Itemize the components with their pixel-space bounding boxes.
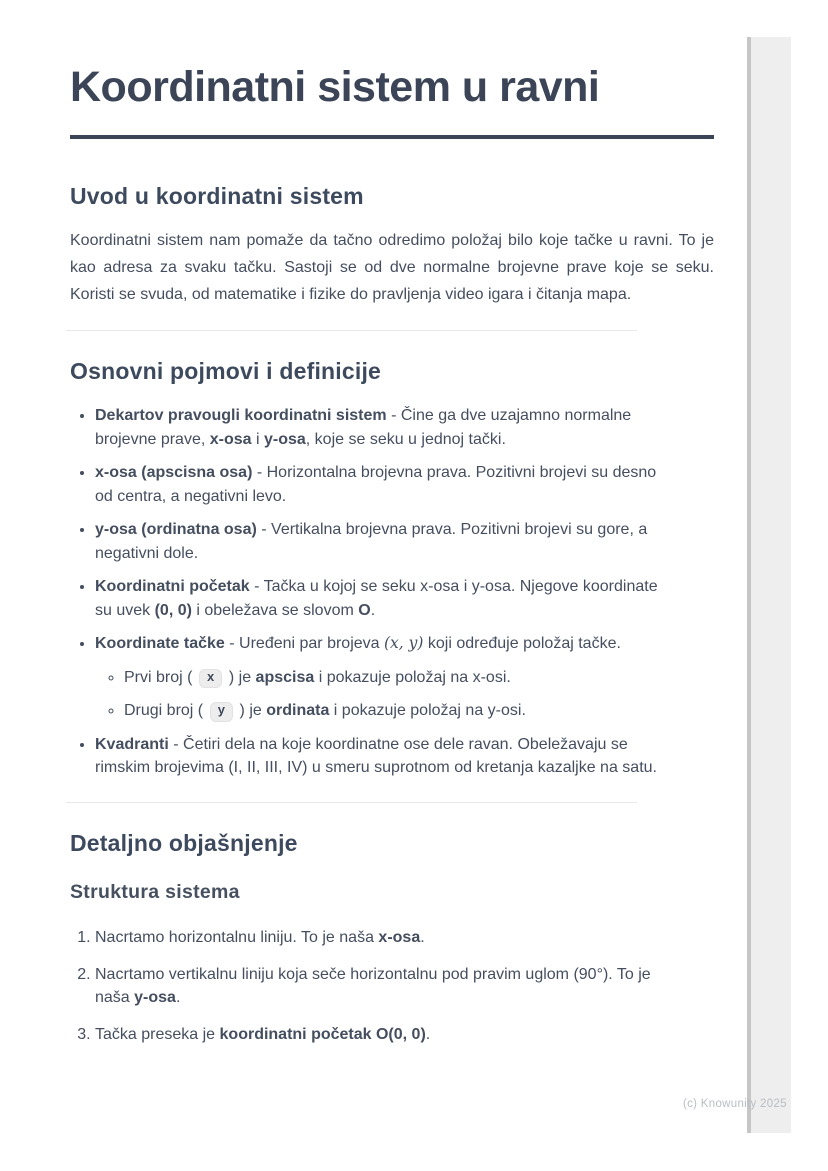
text-segment: - Vertikalna brojevna prava. Pozitivni brojevi su gore, a negativni dole. [95,521,648,562]
text-segment: ) je [224,668,256,686]
section-heading-detaljno: Detaljno objašnjenje [70,829,298,856]
concept-item-x-osa [95,461,670,508]
inline-code-chip: x [199,669,223,689]
text-segment: . [425,1025,431,1043]
sublist-item-apscisa [124,666,670,690]
copyright-watermark: (c) Knowunity 2025 [683,1098,787,1110]
sublist-item-ordinata [124,699,670,723]
text-segment: koordinatni početak O(0, 0) [219,1025,426,1043]
concept-item-koordinate-tacke [95,632,670,723]
step-item-1 [95,926,670,950]
concept-item-koordinatni-pocetak [95,575,670,622]
text-segment: - Čine ga dve uzajamno normalne brojevne prave, [95,407,632,448]
text-segment: y-osa [263,430,306,448]
text-segment: Nacrtamo vertikalnu liniju koja seče horizontalnu pod pravim uglom (90°). To je naša [95,965,651,1007]
text-segment: - Uređeni par brojeva [224,635,384,653]
text-segment: . [370,601,376,619]
text-segment: . [175,989,181,1007]
text-segment: ) je [235,702,267,720]
section-heading-pojmovi: Osnovni pojmovi i definicije [70,358,382,385]
text-segment: - Četiri dela na koje koordinatne ose dele ravan. Obeležavaju se rimskim brojevima (I, II, III, IV) u smeru suprotnom od kretanja kazaljke na satu. [95,735,657,777]
coordinates-sublist [95,666,670,723]
text-segment: , koje se seku u jednoj tački. [305,430,506,448]
steps-list [70,926,670,1046]
section-divider [66,330,637,331]
concept-item-y-osa [95,518,670,565]
text-segment: Tačka preseka je [95,1025,220,1043]
concept-item-text [95,635,621,652]
text-segment: x-osa [209,430,252,448]
text-segment: apscisa [255,668,315,686]
text-segment: (x, y) [384,634,424,653]
text-segment: Koordinate tačke [95,635,225,653]
intro-paragraph: Koordinatni sistem nam pomaže da tačno odredimo položaj bilo koje tačke u ravni. To je kao adresa za svaku tačku. Sastoji se od dve normalne brojevne prave koje se seku. Koristi se svuda, od matematike i fizike do pravljenja video igara i čitanja mapa. [70,231,714,304]
text-segment: y-osa [134,989,176,1007]
text-segment: koji određuje položaj tačke. [423,635,621,653]
text-segment: Dekartov pravougli koordinatni sistem [95,407,387,425]
subsection-heading-struktura: Struktura sistema [70,881,240,904]
text-segment: i pokazuje položaj na y-osi. [329,702,526,720]
text-segment: Prvi broj ( [124,668,197,686]
text-segment: i obeležava se slovom [191,601,359,619]
title-underline [70,135,714,139]
concept-item-kvadranti [95,733,670,780]
text-segment: y-osa (ordinatna osa) [95,521,257,539]
text-segment: Kvadranti [95,735,169,753]
step-item-3 [95,1023,670,1047]
section-divider [66,802,637,803]
document-title: Koordinatni sistem u ravni [70,63,600,111]
text-segment: - Tačka u kojoj se seku x-osa i y-osa. Njegove koordinate su uvek [95,578,658,619]
step-item-2 [95,963,670,1010]
section-heading-uvod: Uvod u koordinatni sistem [70,183,364,210]
inline-code-chip: y [210,702,234,722]
text-segment: Nacrtamo horizontalnu liniju. To je naša [95,929,379,947]
text-segment: x-osa [378,929,421,947]
text-segment: Drugi broj ( [124,702,208,720]
text-segment: O [358,601,371,619]
page-content [70,64,714,1059]
text-segment: ordinata [266,702,330,720]
text-segment: . [420,929,425,947]
concepts-list [70,404,670,780]
concept-item-dekartov [95,404,670,451]
text-segment: i pokazuje položaj na x-osi. [314,668,511,686]
text-segment: Koordinatni početak [95,578,250,596]
text-segment: - Horizontalna brojevna prava. Pozitivni brojevi su desno od centra, a negativni levo. [95,464,657,505]
page-edge-strip [747,37,791,1133]
text-segment: x-osa (apscisna osa) [95,464,253,482]
text-segment: (0, 0) [154,601,192,619]
text-segment: i [251,430,264,448]
